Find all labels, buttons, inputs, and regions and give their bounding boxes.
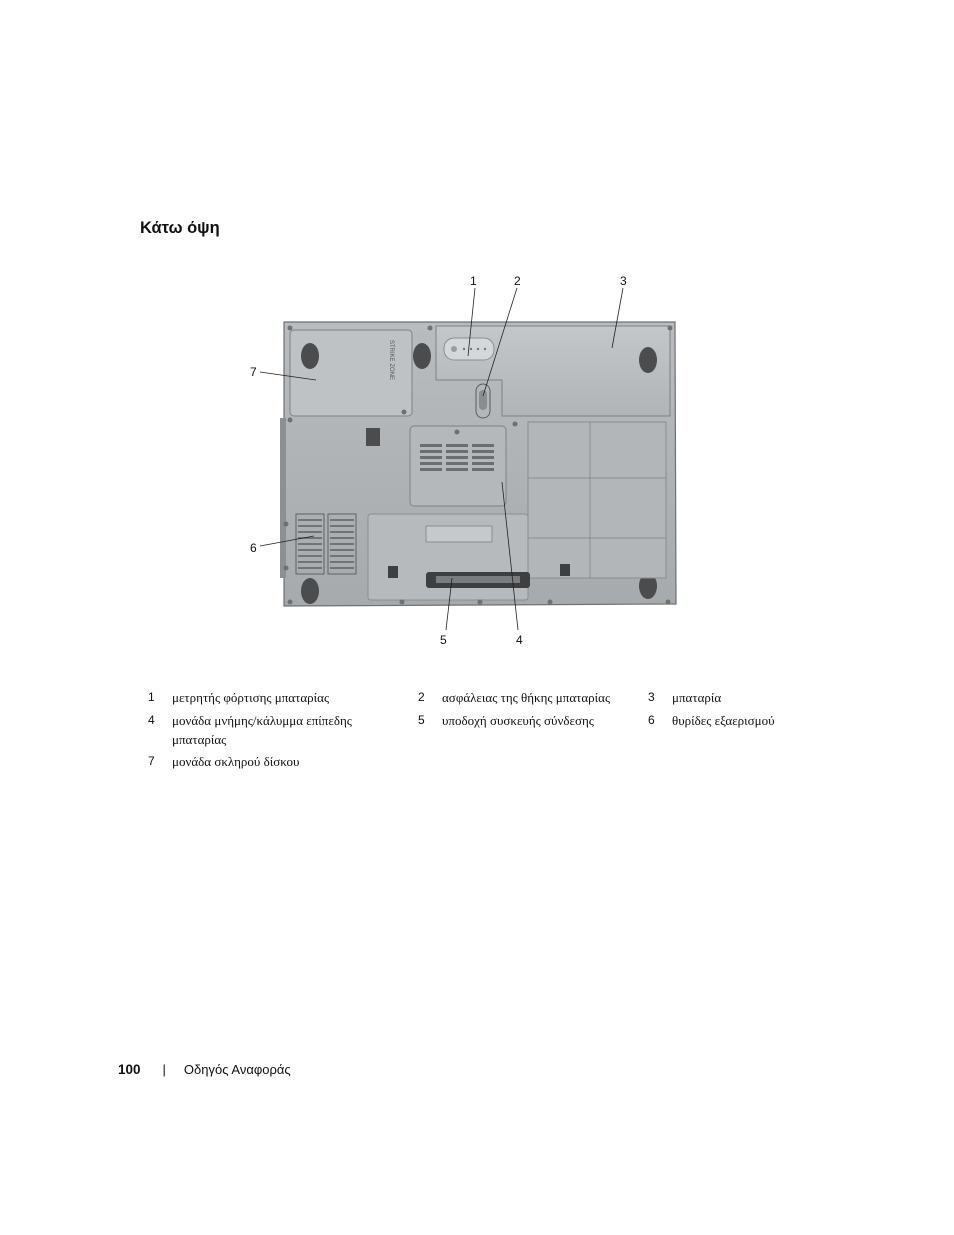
- page-footer: [118, 1062, 291, 1077]
- legend-text: μονάδα σκληρού δίσκου: [172, 754, 300, 769]
- legend-text: μονάδα μνήμης/κάλυμμα επίπεδης: [172, 713, 352, 728]
- callout-6: 6: [250, 541, 257, 555]
- book-title: Οδηγός Αναφοράς: [183, 1062, 291, 1077]
- legend-num: 1: [148, 690, 155, 704]
- legend-text: μπαταρία: [672, 690, 722, 705]
- legend-item-4: [148, 711, 352, 749]
- legend-num: 4: [148, 713, 155, 727]
- callout-5: 5: [440, 633, 447, 647]
- callout-1: 1: [470, 274, 477, 288]
- callout-3: 3: [620, 274, 627, 288]
- legend-item-5: [418, 711, 594, 730]
- callout-7: 7: [250, 365, 257, 379]
- right-access-panel: [528, 422, 666, 578]
- footer-separator: |: [162, 1062, 166, 1077]
- legend-text-line2: μπαταρίας: [172, 732, 227, 747]
- callout-4: 4: [516, 633, 523, 647]
- legend-item-7: [148, 752, 299, 771]
- legend-text: ασφάλειας της θήκης μπαταρίας: [442, 690, 611, 705]
- legend-num: 2: [418, 690, 425, 704]
- legend-text: υποδοχή συσκευής σύνδεσης: [442, 713, 594, 728]
- legend-num: 3: [648, 690, 655, 704]
- legend-item-2: [418, 688, 610, 707]
- legend-item-1: [148, 688, 329, 707]
- section-title: Κάτω όψη: [140, 219, 220, 237]
- callout-2: 2: [514, 274, 521, 288]
- rubber-foot-icon: [301, 578, 319, 604]
- laptop-bottom-view-figure: [240, 268, 700, 658]
- laptop-bottom-illustration: [240, 268, 700, 658]
- legend-item-3: [648, 688, 721, 707]
- legend-item-6: [648, 711, 775, 730]
- legend-num: 6: [648, 713, 655, 727]
- memory-module-cover: [410, 426, 506, 506]
- page-number: 100: [118, 1062, 141, 1077]
- rubber-foot-icon: [301, 343, 319, 369]
- gauge-button-icon: [451, 346, 457, 352]
- chassis-side-edge: [280, 418, 286, 578]
- legend-text: θυρίδες εξαερισμού: [672, 713, 775, 728]
- rubber-foot-icon: [639, 347, 657, 373]
- hdd-label-text: STRIKE ZONE: [388, 340, 394, 381]
- legend-text: μετρητής φόρτισης μπαταρίας: [172, 690, 330, 705]
- rubber-foot-icon: [413, 343, 431, 369]
- legend-num: 5: [418, 713, 425, 727]
- legend-num: 7: [148, 754, 155, 768]
- security-slot-icon: [366, 428, 380, 446]
